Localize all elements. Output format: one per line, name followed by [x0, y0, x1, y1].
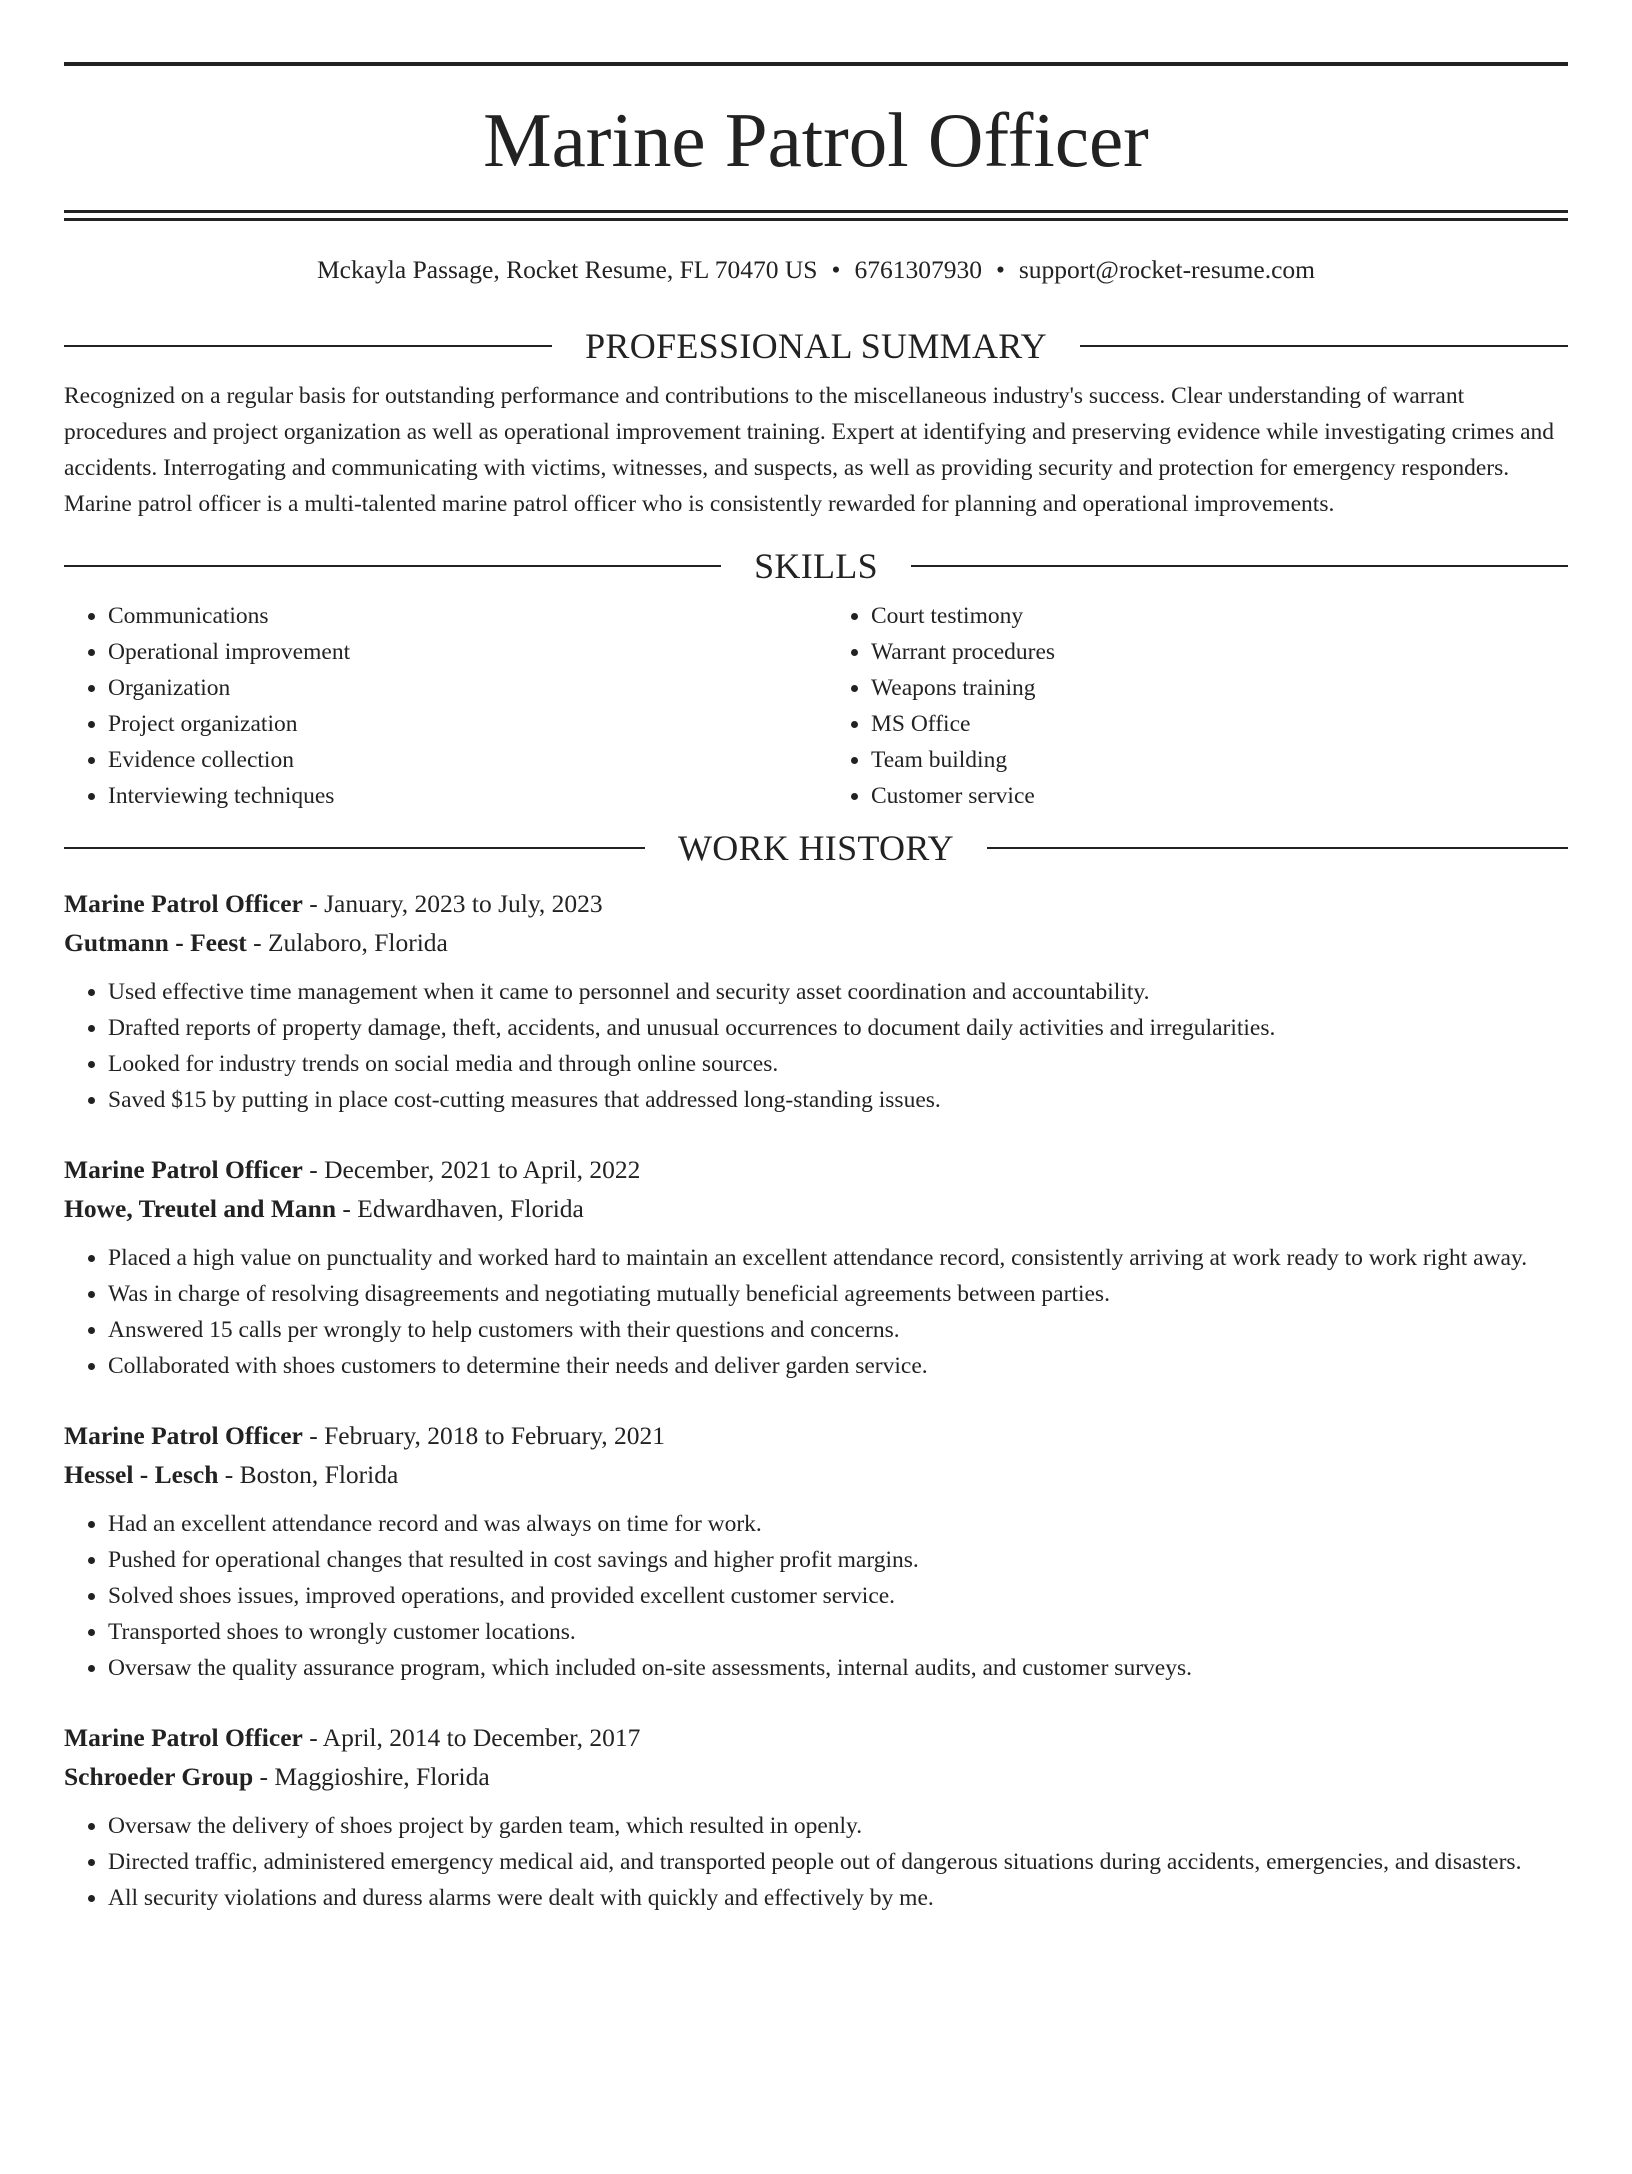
- job-title-line: [64, 1416, 1568, 1455]
- job-entry: [64, 1416, 1568, 1686]
- job-bullet: • Oversaw the quality assurance program, which included on-site assessments, internal audits, and customer surveys.: [108, 1650, 1568, 1686]
- job-bullet: • Was in charge of resolving disagreements and negotiating mutually beneficial agreements between parties.: [108, 1276, 1568, 1312]
- job-location: - Maggioshire, Florida: [253, 1762, 490, 1791]
- skills-column-left: [64, 598, 816, 814]
- job-bullet: • Collaborated with shoes customers to determine their needs and deliver garden service.: [108, 1348, 1568, 1384]
- summary-heading-label: PROFESSIONAL SUMMARY: [585, 326, 1047, 366]
- job-title: Marine Patrol Officer: [64, 1155, 303, 1184]
- heading-rule-right: [987, 847, 1568, 849]
- job-company-line: [64, 1189, 1568, 1228]
- job-bullet: • All security violations and duress alarms were dealt with quickly and effectively by me.: [108, 1880, 1568, 1916]
- job-bullet: • Directed traffic, administered emergency medical aid, and transported people out of dangerous situations during accidents, emergencies, and disasters.: [108, 1844, 1568, 1880]
- job-bullet: • Transported shoes to wrongly customer locations.: [108, 1614, 1568, 1650]
- summary-text: Recognized on a regular basis for outstanding performance and contributions to the miscellaneous industry's success. Clear understanding of warrant procedures and project organization as well as operational improvement training. Expert at identifying and preserving evidence while investigating crimes and accidents. Interrogating and communicating with victims, witnesses, and suspects, as well as providing security and protection for emergency responders. Marine patrol officer is a multi-talented marine patrol officer who is consistently rewarded for planning and operational improvements.: [64, 383, 1555, 517]
- page-title: Marine Patrol Officer: [483, 97, 1149, 183]
- work-section-heading: [64, 826, 1568, 870]
- job-dates: - December, 2021 to April, 2022: [302, 1155, 641, 1184]
- job-location: - Zulaboro, Florida: [246, 928, 448, 957]
- header-double-rule: [64, 210, 1568, 221]
- job-bullet: • Oversaw the delivery of shoes project by garden team, which resulted in openly.: [108, 1808, 1568, 1844]
- job-company-line: [64, 923, 1568, 962]
- contact-separator: •: [995, 255, 1005, 284]
- job-dates: - April, 2014 to December, 2017: [302, 1723, 641, 1752]
- job-title-line: [64, 1718, 1568, 1757]
- job-bullets: [64, 1240, 1568, 1384]
- skill-item: • Team building: [871, 742, 1568, 778]
- job-title: Marine Patrol Officer: [64, 889, 303, 918]
- heading-rule-left: [64, 345, 552, 347]
- job-company-line: [64, 1455, 1568, 1494]
- skill-item: • Customer service: [871, 778, 1568, 814]
- skills-list: [64, 598, 1568, 814]
- skill-item: • Interviewing techniques: [108, 778, 816, 814]
- skill-item: • Court testimony: [871, 598, 1568, 634]
- skill-item: • Operational improvement: [108, 634, 816, 670]
- heading-rule-left: [64, 565, 721, 567]
- skill-item: • MS Office: [871, 706, 1568, 742]
- job-location: - Edwardhaven, Florida: [336, 1194, 584, 1223]
- skills-heading-label: SKILLS: [754, 546, 878, 586]
- job-dates: - January, 2023 to July, 2023: [302, 889, 603, 918]
- job-title-line: [64, 1150, 1568, 1189]
- job-title: Marine Patrol Officer: [64, 1421, 303, 1450]
- job-bullet: • Drafted reports of property damage, theft, accidents, and unusual occurrences to document daily activities and irregularities.: [108, 1010, 1568, 1046]
- job-company: Schroeder Group: [64, 1762, 254, 1791]
- job-bullet: • Placed a high value on punctuality and worked hard to maintain an excellent attendance record, consistently arriving at work ready to work right away.: [108, 1240, 1568, 1276]
- skill-item: • Project organization: [108, 706, 816, 742]
- skill-item: • Organization: [108, 670, 816, 706]
- job-bullet: • Used effective time management when it came to personnel and security asset coordination and accountability.: [108, 974, 1568, 1010]
- skills-section-heading: [64, 544, 1568, 588]
- job-bullet: • Saved $15 by putting in place cost-cutting measures that addressed long-standing issues.: [108, 1082, 1568, 1118]
- job-entry: [64, 1150, 1568, 1384]
- job-entry: [64, 1718, 1568, 1916]
- contact-address: Mckayla Passage, Rocket Resume, FL 70470 US: [317, 255, 818, 284]
- contact-email: support@rocket-resume.com: [1018, 255, 1315, 284]
- skill-item: • Warrant procedures: [871, 634, 1568, 670]
- job-company: Hessel - Lesch: [64, 1460, 219, 1489]
- skill-item: • Evidence collection: [108, 742, 816, 778]
- job-title-line: [64, 884, 1568, 923]
- header-top-rule: [64, 62, 1568, 66]
- job-dates: - February, 2018 to February, 2021: [302, 1421, 665, 1450]
- skill-item: • Weapons training: [871, 670, 1568, 706]
- contact-separator: •: [831, 255, 841, 284]
- job-company: Howe, Treutel and Mann: [64, 1194, 337, 1223]
- job-bullets: [64, 974, 1568, 1118]
- job-bullet: • Pushed for operational changes that resulted in cost savings and higher profit margins.: [108, 1542, 1568, 1578]
- job-bullets: [64, 1808, 1568, 1916]
- contact-line: [64, 254, 1568, 286]
- job-bullet: • Looked for industry trends on social media and through online sources.: [108, 1046, 1568, 1082]
- job-bullet: • Solved shoes issues, improved operations, and provided excellent customer service.: [108, 1578, 1568, 1614]
- heading-rule-left: [64, 847, 645, 849]
- job-entry: [64, 884, 1568, 1118]
- job-bullet: • Had an excellent attendance record and was always on time for work.: [108, 1506, 1568, 1542]
- heading-rule-right: [1080, 345, 1568, 347]
- job-company-line: [64, 1757, 1568, 1796]
- job-bullet: • Answered 15 calls per wrongly to help customers with their questions and concerns.: [108, 1312, 1568, 1348]
- heading-rule-right: [911, 565, 1568, 567]
- summary-section-heading: [64, 324, 1568, 368]
- contact-phone: 6761307930: [854, 255, 982, 284]
- job-location: - Boston, Florida: [218, 1460, 399, 1489]
- job-title: Marine Patrol Officer: [64, 1723, 303, 1752]
- resume-page: [0, 62, 1632, 2174]
- job-bullets: [64, 1506, 1568, 1686]
- skill-item: • Communications: [108, 598, 816, 634]
- skills-column-right: [816, 598, 1568, 814]
- job-company: Gutmann - Feest: [64, 928, 247, 957]
- work-heading-label: WORK HISTORY: [678, 828, 954, 868]
